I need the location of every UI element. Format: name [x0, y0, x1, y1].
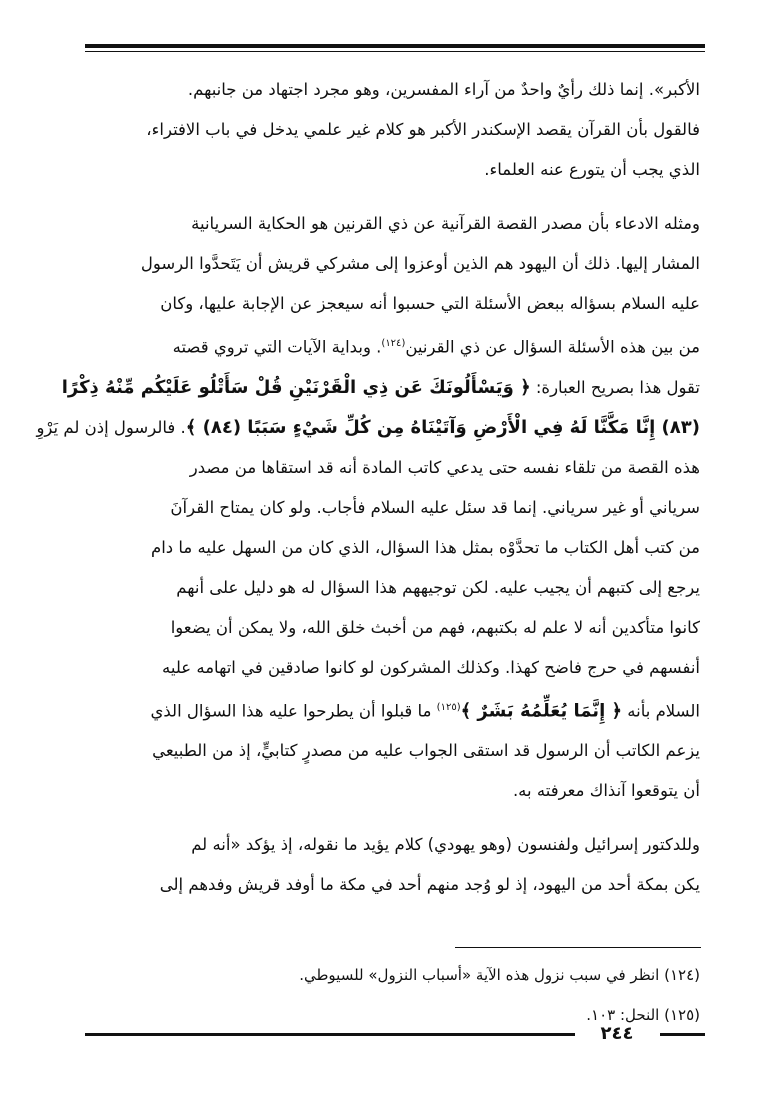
- quran-verse: ﴿ إِنَّمَا يُعَلِّمُهُ بَشَرٌ ﴾: [460, 700, 623, 721]
- text-line: [36, 408, 700, 448]
- quran-verse: ﴿ وَيَسْأَلُونَكَ عَن ذِي الْقَرْنَيْنِ قُلْ سَأَتْلُو عَلَيْكُم مِّنْهُ ذِكْرًا: [61, 376, 531, 398]
- text-line: يرجع إلى كتبهم أن يجيب عليه. لكن توجيههم هذا السؤال له هو دليل على أنهم: [176, 577, 700, 597]
- footnote-ref[interactable]: (١٢٤): [381, 338, 406, 349]
- footer-rule: [660, 1033, 705, 1036]
- page-number: ٢٤٤: [600, 1023, 634, 1044]
- text-line: الأكبر». إنما ذلك رأيٌ واحدٌ من آراء المفسرين، وهو مجرد اجتهاد من جانبهم.: [187, 80, 700, 99]
- text-line: سرياني أو غير سرياني. إنما قد سئل عليه السلام فأجاب. ولو كان يمتاح القرآنَ: [170, 497, 700, 517]
- text-line: أن يتوقعوا آنذاك معرفته به.: [512, 781, 700, 800]
- main-text: [36, 70, 700, 905]
- footnote-separator: [455, 947, 701, 948]
- line-text: تقول هذا بصريح العبارة:: [530, 377, 700, 397]
- footnote: (١٢٥) النحل: ١٠٣.: [586, 1006, 700, 1024]
- text-line: [88, 324, 700, 368]
- line-text: ما قبلوا أن يطرحوا عليه هذا السؤال الذي: [150, 701, 437, 720]
- text-line: هذه القصة من تلقاء نفسه حتى يدعي كاتب المادة أنه قد استقاها من مصدر: [189, 457, 700, 477]
- paragraph-2: [36, 204, 700, 811]
- line-text: . فالرسول إذن لم يَرْوِ: [36, 417, 186, 437]
- line-text: السلام بأنه: [622, 701, 700, 720]
- text-line: من كتب أهل الكتاب ما تحدَّوْه بمثل هذا السؤال، الذي كان من السهل عليه ما دام: [150, 537, 700, 557]
- text-line: المشار إليها. ذلك أن اليهود هم الذين أوعزوا إلى مشركي قريش أن يَتَحدَّوا الرسول: [140, 254, 700, 273]
- text-line: عليه السلام بسؤاله ببعض الأسئلة التي حسبوا أنه سيعجز عن الإجابة عليها، وكان: [160, 294, 700, 313]
- text-line: يزعم الكاتب أن الرسول قد استقى الجواب عليه من مصدرٍ كتابيٍّ، إذ من الطبيعي: [152, 741, 700, 760]
- text-line: ومثله الادعاء بأن مصدر القصة القرآنية عن ذي القرنين هو الحكاية السريانية: [191, 214, 700, 233]
- footer-rule: [85, 1033, 575, 1036]
- text-line: أنفسهم في حرج فاضح كهذا. وكذلك المشركون لو كانوا صادقين في اتهامه عليه: [162, 657, 700, 677]
- header-rule-thin: [85, 51, 705, 52]
- quran-verse: (٨٣) إِنَّا مَكَّنَّا لَهُ فِي الْأَرْضِ وَآتَيْنَاهُ مِن كُلِّ شَيْءٍ سَبَبًا (٨٤) ﴾: [185, 416, 700, 438]
- text-line: كانوا متأكدين أنه لا علم له بكتبهم، فهم من أخبث خلق الله، ولا يمكن أن يضعوا: [170, 617, 700, 637]
- text-line: [88, 688, 700, 732]
- footnote: (١٢٤) انظر في سبب نزول هذه الآية «أسباب النزول» للسيوطي.: [299, 966, 700, 984]
- text-line: الذي يجب أن يتورع عنه العلماء.: [484, 160, 700, 179]
- text-line: يكن بمكة أحد من اليهود، إذ لو وُجد منهم أحد في مكة ما أوفد قريش وفدهم إلى: [159, 875, 700, 894]
- paragraph-3: [88, 825, 700, 905]
- text-line: فالقول بأن القرآن يقصد الإسكندر الأكبر هو كلام غير علمي يدخل في باب الافتراء،: [146, 120, 700, 139]
- header-rule: [85, 44, 705, 48]
- line-text: . وبداية الآيات التي تروي قصته: [172, 337, 382, 357]
- page-footer: [85, 1024, 705, 1044]
- line-text: من بين هذه الأسئلة السؤال عن ذي القرنين: [405, 337, 700, 357]
- paragraph-1: [88, 70, 700, 190]
- text-line: [61, 368, 700, 408]
- footnote-ref[interactable]: (١٢٥): [436, 701, 461, 713]
- text-line: وللدكتور إسرائيل ولفنسون (وهو يهودي) كلام يؤيد ما نقوله، إذ يؤكد «أنه لم: [191, 835, 700, 854]
